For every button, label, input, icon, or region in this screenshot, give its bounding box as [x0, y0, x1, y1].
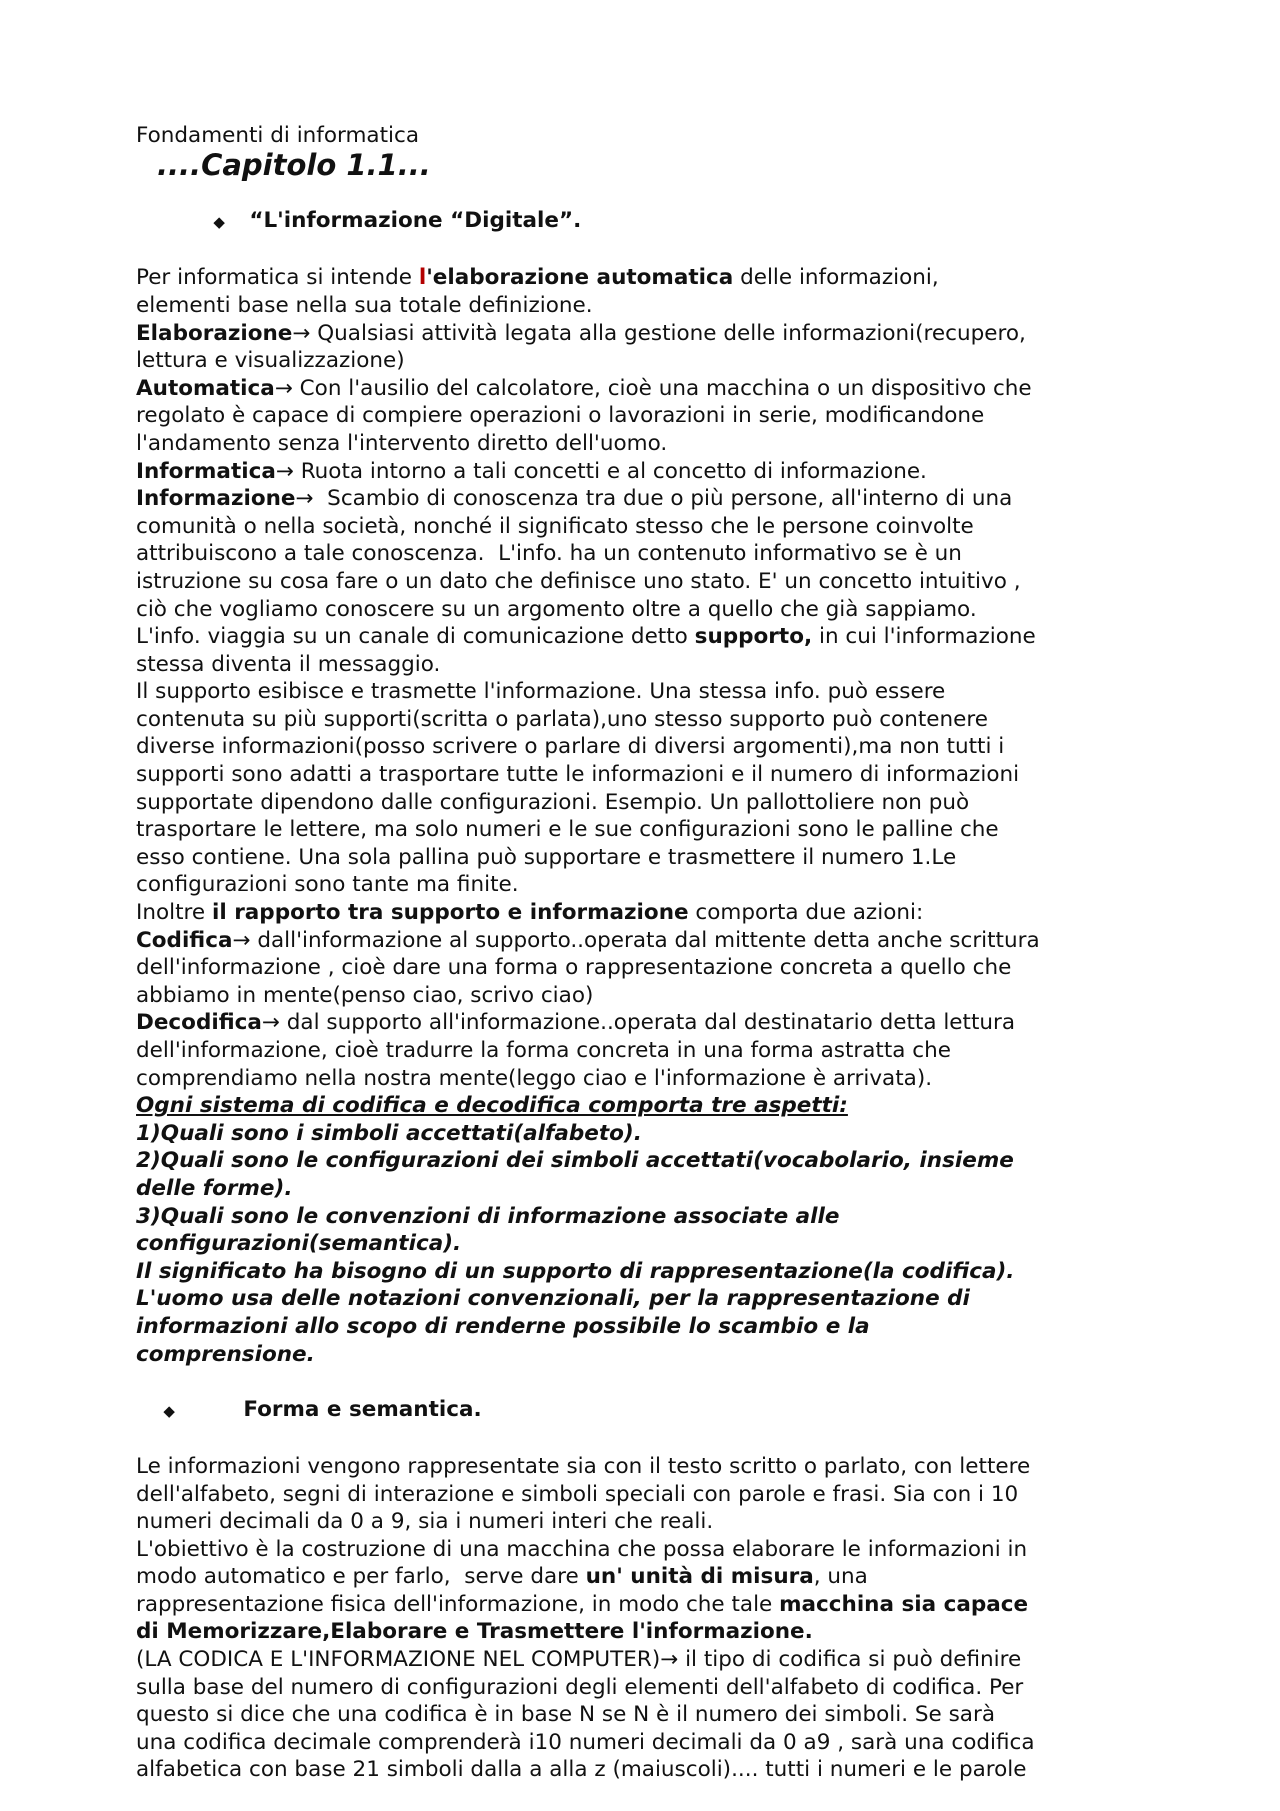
paragraph-line: stessa diventa il messaggio.	[136, 651, 441, 677]
text-span: il tipo di codifica si può definire	[678, 1647, 1022, 1673]
text-span: comporta due azioni:	[688, 900, 924, 926]
definition-text: dal supporto all'informazione..operata dal destinatario detta lettura	[279, 1010, 1016, 1036]
definition-term: Decodifica	[136, 1010, 262, 1036]
paragraph-line	[136, 264, 1220, 292]
bold-term: supporto,	[694, 624, 813, 650]
paragraph-line: elementi base nella sua totale definizione.	[136, 292, 593, 318]
paragraph-line: alfabetica con base 21 simboli dalla a alla z (maiuscoli).... tutti i numeri e le parole	[136, 1757, 1027, 1783]
aspect-item: 1)Quali sono i simboli accettati(alfabeto).	[136, 1120, 642, 1146]
bold-term: macchina sia capace	[779, 1591, 1029, 1617]
paragraph-line: supporti sono adatti a trasportare tutte le informazioni e il numero di informazioni	[136, 762, 1020, 788]
definition-term: Automatica	[136, 375, 275, 401]
arrow-icon: →	[660, 1647, 679, 1673]
definition-informazione	[136, 485, 1220, 513]
definition-codifica	[136, 927, 1220, 955]
definition-term: Informatica	[136, 458, 276, 484]
definition-elaborazione	[136, 320, 1220, 348]
paragraph-line: dell'informazione, cioè tradurre la forma concreta in una forma astratta che	[136, 1038, 951, 1063]
paragraph-line	[136, 899, 1220, 927]
paragraph-line: lettura e visualizzazione)	[136, 348, 405, 374]
paragraph-line: numeri decimali da 0 a 9, sia i numeri interi che reali.	[136, 1509, 714, 1535]
text-span: in cui l'informazione	[812, 624, 1036, 650]
paragraph-line: di Memorizzare,Elaborare e Trasmettere l'informazione.	[136, 1619, 813, 1645]
section-title: “L'informazione “Digitale”.	[249, 208, 582, 234]
arrow-icon: →	[275, 458, 294, 484]
paragraph-line: trasportare le lettere, ma solo numeri e le sue configurazioni sono le palline che	[136, 817, 999, 843]
text-span: modo automatico e per farlo, serve dare	[136, 1564, 586, 1590]
emphasis-line: comprensione.	[136, 1341, 315, 1367]
definition-term: Elaborazione	[136, 320, 293, 346]
definition-text: Qualsiasi attività legata alla gestione delle informazioni(recupero,	[310, 320, 1026, 346]
text-span: delle informazioni,	[733, 265, 939, 291]
paragraph-line: configurazioni sono tante ma finite.	[136, 872, 519, 898]
paragraph-line: istruzione su cosa fare o un dato che definisce uno stato. E' un concetto intuitivo ,	[136, 568, 1021, 594]
text-span: (LA CODICA E L'INFORMAZIONE NEL COMPUTER)	[136, 1647, 661, 1673]
paragraph-line: comprendiamo nella nostra mente(leggo ciao e l'informazione è arrivata).	[136, 1065, 933, 1091]
paragraph-line: supportate dipendono dalle configurazioni. Esempio. Un pallottoliere non può	[136, 789, 970, 815]
course-title: Fondamenti di informatica	[136, 123, 419, 148]
paragraph-line: questo si dice che una codifica è in base N se N è il numero dei simboli. Se sarà	[136, 1702, 995, 1728]
definition-text: Ruota intorno a tali concetti e al concetto di informazione.	[293, 458, 927, 484]
bold-term: 'elaborazione automatica	[426, 265, 734, 291]
aspect-item: 2)Quali sono le configurazioni dei simboli accettati(vocabolario, insieme	[136, 1148, 1014, 1174]
section-heading-forma	[136, 1368, 1220, 1453]
paragraph-line: dell'alfabeto, segni di interazione e simboli speciali con parole e frasi. Sia con i 10	[136, 1481, 1019, 1507]
paragraph-line	[136, 623, 1220, 651]
aspect-item: 3)Quali sono le convenzioni di informazione associate alle	[136, 1203, 840, 1229]
aspects-heading: Ogni sistema di codifica e decodifica comporta tre aspetti:	[136, 1093, 848, 1119]
chapter-heading: ....Capitolo 1.1...	[157, 147, 431, 182]
emphasis-line: Il significato ha bisogno di un supporto di rappresentazione(la codifica).	[136, 1258, 1015, 1284]
emphasis-line: informazioni allo scopo di renderne possibile lo scambio e la	[136, 1313, 870, 1339]
aspect-item-continued: delle forme).	[136, 1175, 293, 1201]
definition-automatica	[136, 375, 1220, 403]
definition-decodifica	[136, 1009, 1220, 1037]
text-span: Inoltre	[136, 900, 212, 926]
definition-text: Con l'ausilio del calcolatore, cioè una macchina o un dispositivo che	[292, 375, 1032, 401]
section-heading-digitale	[136, 180, 1220, 265]
aspect-item-continued: configurazioni(semantica).	[136, 1231, 462, 1257]
bold-term: un' unità di misura	[585, 1564, 814, 1590]
highlight-letter: l	[418, 265, 427, 291]
paragraph-line: Il supporto esibisce e trasmette l'informazione. Una stessa info. può essere	[136, 679, 946, 705]
paragraph-line	[136, 1563, 1220, 1591]
emphasis-line: L'uomo usa delle notazioni convenzionali, per la rappresentazione di	[136, 1286, 970, 1312]
paragraph-line: abbiamo in mente(penso ciao, scrivo ciao)	[136, 982, 594, 1008]
definition-text: dall'informazione al supporto..operata dal mittente detta anche scrittura	[250, 927, 1040, 953]
paragraph-line: diverse informazioni(posso scrivere o parlare di diversi argomenti),ma non tutti i	[136, 734, 1005, 760]
paragraph-line: Le informazioni vengono rappresentate sia con il testo scritto o parlato, con lettere	[136, 1453, 1031, 1479]
paragraph-line: attribuiscono a tale conoscenza. L'info. ha un contenuto informativo se è un	[136, 541, 962, 567]
diamond-bullet-icon: ◆	[213, 213, 225, 232]
diamond-bullet-icon: ◆	[163, 1401, 175, 1420]
paragraph-line	[136, 1646, 1220, 1674]
text-span: rappresentazione fisica dell'informazione, in modo che tale	[136, 1591, 780, 1617]
arrow-icon: →	[292, 320, 311, 346]
arrow-icon: →	[274, 375, 293, 401]
arrow-icon: →	[232, 927, 251, 953]
paragraph-line: sulla base del numero di configurazioni degli elementi dell'alfabeto di codifica. Per	[136, 1674, 1024, 1700]
paragraph-line: l'andamento senza l'intervento diretto dell'uomo.	[136, 430, 668, 456]
definition-text: Scambio di conoscenza tra due o più persone, all'interno di una	[313, 486, 1013, 512]
section-title: Forma e semantica.	[243, 1396, 482, 1422]
paragraph-line: L'obiettivo è la costruzione di una macchina che possa elaborare le informazioni in	[136, 1536, 1028, 1562]
bold-term: il rapporto tra supporto e informazione	[211, 900, 689, 926]
paragraph-line: una codifica decimale comprenderà i10 numeri decimali da 0 a9 , sarà una codifica	[136, 1729, 1035, 1755]
paragraph-line: comunità o nella società, nonché il significato stesso che le persone coinvolte	[136, 513, 974, 539]
definition-term: Codifica	[136, 927, 233, 953]
text-span: , una	[813, 1564, 868, 1590]
paragraph-line: esso contiene. Una sola pallina può supportare e trasmettere il numero 1.Le	[136, 844, 957, 870]
paragraph-line	[136, 1591, 1220, 1619]
paragraph-line: contenuta su più supporti(scritta o parlata),uno stesso supporto può contenere	[136, 706, 988, 732]
paragraph-line: ciò che vogliamo conoscere su un argomento oltre a quello che già sappiamo.	[136, 596, 977, 622]
arrow-icon: →	[261, 1010, 280, 1036]
text-span: L'info. viaggia su un canale di comunicazione detto	[136, 624, 695, 650]
definition-informatica	[136, 458, 1220, 486]
paragraph-line: regolato è capace di compiere operazioni o lavorazioni in serie, modificandone	[136, 403, 985, 429]
text-span: Per informatica si intende	[136, 265, 419, 291]
arrow-icon: →	[295, 486, 314, 512]
definition-term: Informazione	[136, 486, 296, 512]
paragraph-line: dell'informazione , cioè dare una forma o rappresentazione concreta a quello che	[136, 955, 1012, 981]
